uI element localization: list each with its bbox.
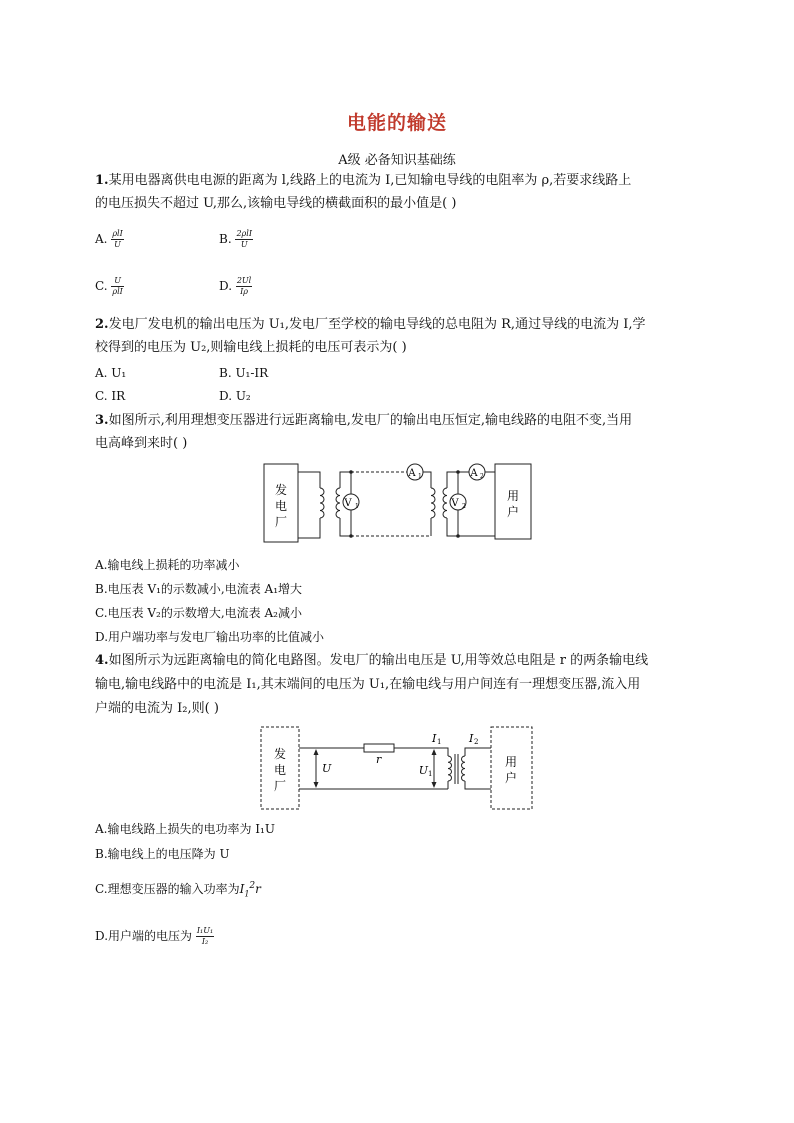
q1-option-d-fraction — [236, 276, 252, 297]
q4-d-denominator: I₂ — [201, 937, 209, 946]
q4-line2: 输电,输电线路中的电流是 I₁,其末端间的电压为 U₁,在输电线与用户间连有一理想变压器,流入用 — [95, 677, 641, 692]
q3-number: 3. — [95, 413, 109, 428]
q4-line3: 户端的电流为 I₂,则( ) — [95, 701, 219, 716]
q3-v1-sub: 1 — [355, 503, 359, 510]
q1-b-numerator: 2ρlI — [236, 229, 252, 238]
q1-number: 1. — [95, 173, 109, 188]
q4-u-label: U — [322, 762, 332, 775]
q1-c-numerator: U — [111, 276, 123, 287]
section-subtitle: A级 必备知识基础练 — [338, 153, 456, 168]
q1-c-denominator: ρlI — [112, 287, 123, 296]
q3-a2-label: A — [470, 468, 478, 479]
q1-d-denominator: Iρ — [240, 287, 248, 296]
q1-b-denominator: U — [240, 240, 248, 249]
q3-v2-sub: 2 — [462, 503, 466, 510]
q4-option-c-math — [239, 881, 261, 899]
q4-i1-sub: 1 — [437, 738, 442, 746]
q3-user-char-1: 用 — [506, 489, 520, 503]
q4-option-d-fraction — [196, 926, 214, 947]
q4-u1-sub: 1 — [428, 770, 433, 778]
q3-v2-label: V — [451, 498, 459, 509]
q4-line1 — [95, 651, 648, 671]
q3-plant-char-1: 发 — [274, 483, 288, 497]
q1-option-a-fraction — [111, 229, 123, 250]
q3-a2-sub: 2 — [480, 473, 484, 480]
q2-option-a[interactable]: A. U₁ — [95, 366, 127, 380]
q4-circuit-diagram — [258, 724, 536, 812]
q3-text-1: 如图所示,利用理想变压器进行远距离输电,发电厂的输出电压恒定,输电线路的电阻不变,当用 — [108, 413, 633, 428]
q1-option-d-label: D. — [219, 279, 233, 293]
q4-option-b[interactable]: B.输电线上的电压降为 U — [95, 847, 230, 861]
q4-c-i: I — [239, 882, 245, 896]
q4-plant-char-2: 电 — [273, 763, 287, 777]
q1-option-b[interactable] — [219, 229, 253, 250]
q2-text-1: 发电厂发电机的输出电压为 U₁,发电厂至学校的输电导线的总电阻为 R,通过导线的电流为 I,学 — [108, 317, 646, 332]
q4-plant-char-3: 厂 — [273, 779, 287, 793]
q3-option-b[interactable]: B.电压表 V₁的示数减小,电流表 A₁增大 — [95, 582, 303, 596]
q4-r-label: r — [376, 753, 382, 766]
q3-line1 — [95, 411, 632, 431]
q3-plant-char-3: 厂 — [274, 515, 288, 529]
q3-option-a[interactable]: A.输电线上损耗的功率减小 — [95, 558, 240, 572]
q1-option-a[interactable] — [95, 229, 124, 250]
q1-option-b-label: B. — [219, 232, 232, 246]
q2-line1 — [95, 315, 645, 335]
q1-a-numerator: ρlI — [112, 229, 123, 238]
q4-user-char-1: 用 — [504, 755, 518, 769]
page-title: 电能的输送 — [346, 112, 447, 134]
q4-d-numerator: I₁U₁ — [196, 926, 214, 935]
q4-option-c[interactable] — [95, 880, 261, 898]
q4-i2-sub: 2 — [474, 738, 479, 746]
q3-plant-char-2: 电 — [274, 499, 288, 513]
q4-number: 4. — [95, 653, 109, 668]
q2-option-d[interactable]: D. U₂ — [219, 389, 251, 403]
q3-a1-sub: 1 — [418, 473, 422, 480]
q2-option-c[interactable]: C. IR — [95, 389, 126, 403]
q1-option-a-label: A. — [95, 232, 108, 246]
q1-line1 — [95, 171, 631, 191]
q1-option-b-fraction — [235, 229, 253, 250]
q4-resistor-r — [364, 744, 394, 752]
q4-text-1: 如图所示为远距离输电的简化电路图。发电厂的输出电压是 U,用等效总电阻是 r 的两条输电线 — [108, 653, 649, 668]
q2-number: 2. — [95, 317, 109, 332]
q4-option-c-text: C.理想变压器的输入功率为 — [95, 882, 240, 896]
q1-option-d[interactable] — [219, 276, 252, 297]
q3-option-d[interactable]: D.用户端功率与发电厂输出功率的比值减小 — [95, 630, 325, 644]
q1-d-numerator: 2Ul — [236, 276, 252, 285]
q4-c-r: r — [255, 882, 261, 896]
q1-line2: 的电压损失不超过 U,那么,该输电导线的横截面积的最小值是( ) — [95, 196, 457, 211]
q3-v1-label: V — [344, 498, 352, 509]
q4-i2-label: I — [469, 732, 474, 745]
q4-option-a[interactable]: A.输电线路上损失的电功率为 I₁U — [95, 822, 275, 836]
q4-user-char-2: 户 — [504, 771, 518, 785]
q1-option-c-label: C. — [95, 279, 108, 293]
q3-option-c[interactable]: C.电压表 V₂的示数增大,电流表 A₂减小 — [95, 606, 302, 620]
q3-circuit-diagram — [262, 460, 534, 544]
q4-option-d-text: D.用户端的电压为 — [95, 929, 193, 943]
q3-a1-label: A — [408, 468, 416, 479]
q3-user-char-2: 户 — [506, 505, 520, 519]
q2-line2: 校得到的电压为 U₂,则输电线上损耗的电压可表示为( ) — [95, 340, 407, 355]
q4-u1-label: U — [418, 764, 428, 777]
q1-a-denominator: U — [114, 240, 121, 249]
q1-text-1: 某用电器离供电电源的距离为 l,线路上的电流为 I,已知输电导线的电阻率为 ρ,若要求线路上 — [108, 173, 632, 188]
q3-line2: 电高峰到来时( ) — [95, 436, 188, 451]
q4-i1-label: I — [432, 732, 437, 745]
q1-option-c-fraction — [111, 276, 123, 297]
q4-c-sub: 1 — [244, 889, 250, 899]
q4-c-sup: 2 — [249, 881, 256, 891]
q4-plant-char-1: 发 — [273, 747, 287, 761]
q2-option-b[interactable]: B. U₁-IR — [219, 366, 269, 380]
q4-option-d[interactable] — [95, 926, 214, 947]
q1-option-c[interactable] — [95, 276, 124, 297]
